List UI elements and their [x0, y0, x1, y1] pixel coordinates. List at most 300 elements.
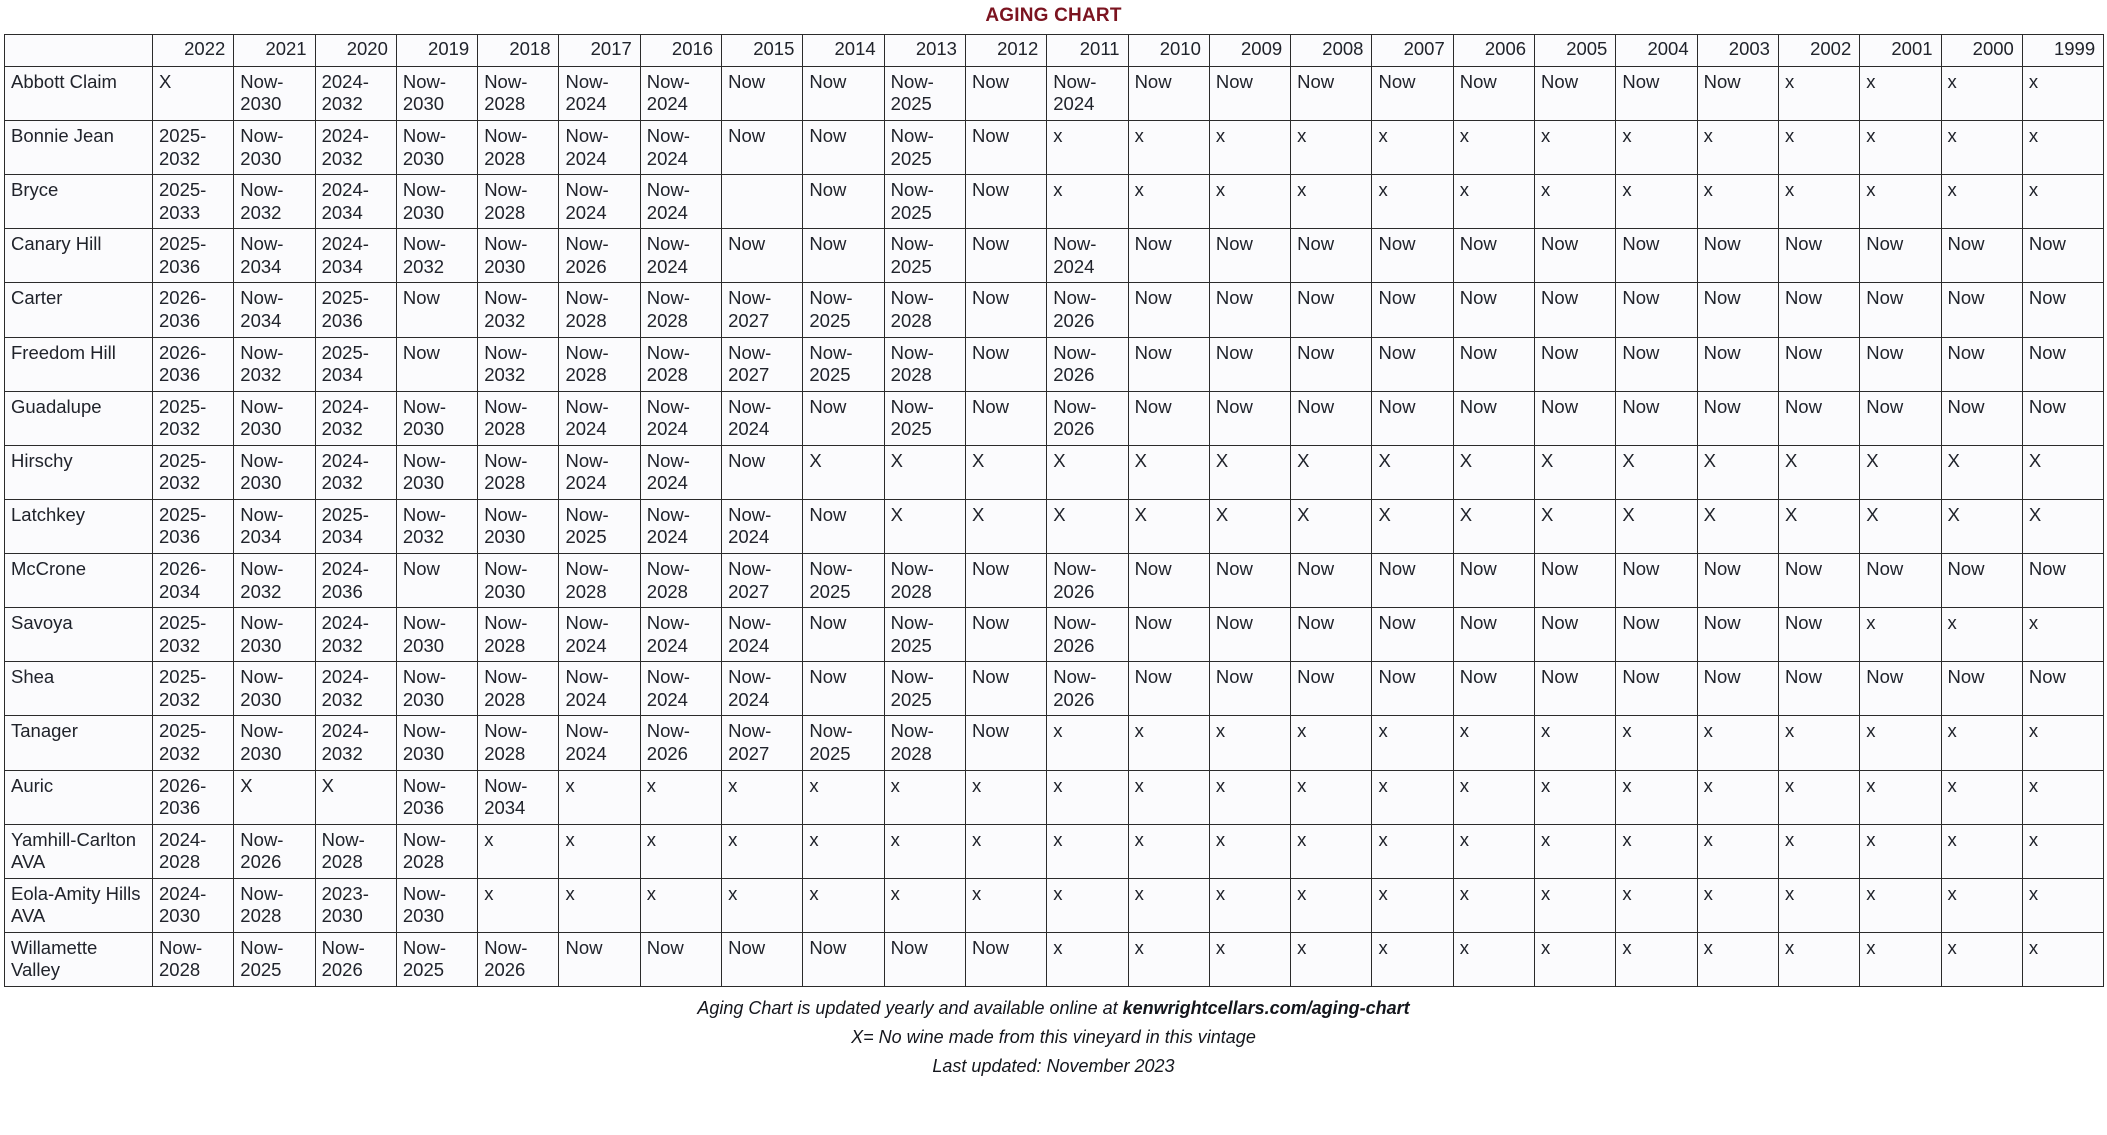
aging-cell: Now: [1535, 662, 1616, 716]
aging-cell: x: [640, 878, 721, 932]
aging-cell: x: [1778, 770, 1859, 824]
aging-cell: Now-2030: [478, 229, 559, 283]
aging-cell: Now: [1372, 554, 1453, 608]
table-header-row: [5, 34, 2104, 66]
aging-cell: Now: [1209, 337, 1290, 391]
aging-cell: x: [1778, 878, 1859, 932]
aging-cell: Now-2024: [559, 716, 640, 770]
vineyard-name-cell: Hirschy: [5, 445, 153, 499]
aging-cell: Now: [1291, 66, 1372, 120]
aging-cell: x: [1453, 770, 1534, 824]
aging-cell: x: [1535, 932, 1616, 986]
aging-cell: Now: [1128, 662, 1209, 716]
aging-cell: Now-2030: [396, 878, 477, 932]
table-row: [5, 554, 2104, 608]
aging-cell: X: [1941, 499, 2022, 553]
aging-cell: X: [1535, 445, 1616, 499]
aging-cell: x: [1047, 824, 1128, 878]
aging-cell: Now: [1372, 608, 1453, 662]
aging-cell: X: [1291, 445, 1372, 499]
aging-cell: Now-2030: [396, 662, 477, 716]
vineyard-name-cell: Auric: [5, 770, 153, 824]
year-column-header: 2006: [1453, 34, 1534, 66]
aging-cell: X: [1453, 445, 1534, 499]
aging-cell: Now-2030: [396, 716, 477, 770]
aging-cell: Now: [1128, 66, 1209, 120]
vineyard-name-cell: Yamhill-Carlton AVA: [5, 824, 153, 878]
table-row: [5, 932, 2104, 986]
aging-cell: x: [1128, 175, 1209, 229]
aging-cell: Now-2030: [396, 391, 477, 445]
aging-cell: x: [1941, 121, 2022, 175]
aging-cell: x: [2022, 121, 2103, 175]
aging-cell: x: [965, 770, 1046, 824]
aging-cell: Now: [722, 66, 803, 120]
aging-cell: Now-2024: [640, 175, 721, 229]
aging-cell: Now-2024: [722, 662, 803, 716]
aging-cell: Now-2028: [315, 824, 396, 878]
vineyard-name-cell: Savoya: [5, 608, 153, 662]
aging-cell: x: [2022, 824, 2103, 878]
aging-cell: Now-2034: [234, 283, 315, 337]
aging-cell: 2024-2032: [315, 608, 396, 662]
aging-cell: x: [1616, 932, 1697, 986]
aging-cell: x: [640, 824, 721, 878]
year-column-header: 2012: [965, 34, 1046, 66]
aging-cell: Now: [1128, 337, 1209, 391]
aging-cell: Now-2025: [884, 608, 965, 662]
table-row: [5, 391, 2104, 445]
aging-cell: Now-2024: [640, 66, 721, 120]
aging-cell: Now: [803, 662, 884, 716]
aging-cell: Now: [396, 283, 477, 337]
aging-cell: X: [1453, 499, 1534, 553]
aging-cell: X: [1778, 445, 1859, 499]
aging-cell: x: [1778, 932, 1859, 986]
aging-cell: Now: [803, 66, 884, 120]
aging-cell: Now: [1778, 554, 1859, 608]
aging-cell: Now-2025: [884, 66, 965, 120]
aging-cell: X: [1860, 499, 1941, 553]
table-row: [5, 229, 2104, 283]
aging-cell: Now: [1860, 283, 1941, 337]
aging-cell: Now: [2022, 229, 2103, 283]
aging-cell: Now-2024: [640, 391, 721, 445]
aging-cell: 2025-2032: [153, 445, 234, 499]
aging-cell: x: [1697, 824, 1778, 878]
aging-cell: Now-2030: [396, 445, 477, 499]
aging-cell: x: [803, 770, 884, 824]
aging-cell: Now: [965, 175, 1046, 229]
vineyard-name-cell: Freedom Hill: [5, 337, 153, 391]
aging-cell: Now: [1697, 608, 1778, 662]
aging-cell: Now: [884, 932, 965, 986]
vineyard-name-cell: Bonnie Jean: [5, 121, 153, 175]
aging-cell: 2025-2032: [153, 121, 234, 175]
aging-cell: X: [1372, 445, 1453, 499]
aging-cell: Now: [1697, 66, 1778, 120]
aging-cell: x: [1778, 175, 1859, 229]
vineyard-name-cell: Abbott Claim: [5, 66, 153, 120]
aging-cell: Now-2025: [884, 121, 965, 175]
aging-cell: Now: [2022, 662, 2103, 716]
aging-cell: Now-2027: [722, 554, 803, 608]
aging-cell: Now-2025: [884, 175, 965, 229]
aging-cell: Now: [1209, 66, 1290, 120]
aging-cell: Now: [1535, 229, 1616, 283]
aging-cell: x: [1778, 66, 1859, 120]
aging-cell: x: [2022, 175, 2103, 229]
aging-cell: Now: [1697, 391, 1778, 445]
aging-cell: x: [1209, 932, 1290, 986]
aging-cell: Now: [1616, 391, 1697, 445]
aging-cell: Now-2025: [884, 229, 965, 283]
aging-cell: Now: [1535, 337, 1616, 391]
aging-cell: x: [1372, 121, 1453, 175]
aging-cell: Now: [1616, 554, 1697, 608]
aging-cell: x: [1860, 175, 1941, 229]
table-row: [5, 283, 2104, 337]
aging-cell: Now: [965, 716, 1046, 770]
aging-cell: 2025-2032: [153, 662, 234, 716]
aging-cell: Now-2025: [803, 716, 884, 770]
vineyard-name-cell: Shea: [5, 662, 153, 716]
aging-cell: x: [1209, 878, 1290, 932]
aging-cell: Now: [1778, 608, 1859, 662]
aging-cell: Now-2025: [803, 283, 884, 337]
aging-cell: x: [1616, 878, 1697, 932]
aging-cell: Now: [803, 175, 884, 229]
aging-cell: Now-2030: [478, 554, 559, 608]
aging-cell: x: [1860, 608, 1941, 662]
aging-cell: x: [1291, 878, 1372, 932]
aging-cell: Now-2025: [803, 554, 884, 608]
aging-cell: x: [1047, 932, 1128, 986]
aging-cell: Now-2027: [722, 283, 803, 337]
table-row: [5, 662, 2104, 716]
aging-cell: x: [1453, 175, 1534, 229]
aging-cell: x: [1616, 175, 1697, 229]
aging-cell: Now: [1778, 662, 1859, 716]
aging-cell: Now-2026: [234, 824, 315, 878]
aging-cell: [722, 175, 803, 229]
aging-cell: Now: [1616, 283, 1697, 337]
aging-cell: x: [1616, 716, 1697, 770]
aging-cell: Now: [965, 283, 1046, 337]
aging-cell: Now-2028: [478, 662, 559, 716]
aging-cell: x: [1535, 175, 1616, 229]
aging-cell: Now-2024: [559, 391, 640, 445]
aging-cell: Now-2025: [234, 932, 315, 986]
aging-cell: Now-2024: [640, 608, 721, 662]
aging-cell: x: [1209, 824, 1290, 878]
aging-cell: Now: [1616, 662, 1697, 716]
aging-cell: Now-2028: [153, 932, 234, 986]
aging-cell: Now: [722, 229, 803, 283]
aging-cell: X: [1209, 499, 1290, 553]
aging-cell: X: [1291, 499, 1372, 553]
table-row: [5, 445, 2104, 499]
aging-cell: Now-2024: [1047, 229, 1128, 283]
aging-cell: Now-2032: [396, 229, 477, 283]
aging-cell: Now: [1697, 229, 1778, 283]
aging-cell: Now-2028: [884, 716, 965, 770]
vineyard-name-cell: Carter: [5, 283, 153, 337]
aging-cell: X: [1047, 445, 1128, 499]
aging-cell: x: [1941, 932, 2022, 986]
aging-cell: x: [1941, 770, 2022, 824]
aging-cell: Now: [965, 66, 1046, 120]
aging-cell: Now-2030: [234, 608, 315, 662]
aging-cell: Now-2024: [640, 499, 721, 553]
aging-cell: X: [1047, 499, 1128, 553]
aging-cell: Now: [1372, 66, 1453, 120]
aging-cell: Now-2028: [884, 337, 965, 391]
aging-cell: Now: [640, 932, 721, 986]
table-row: [5, 499, 2104, 553]
aging-cell: Now-2028: [884, 283, 965, 337]
aging-cell: x: [1209, 121, 1290, 175]
vineyard-name-cell: Bryce: [5, 175, 153, 229]
aging-cell: Now-2024: [559, 662, 640, 716]
aging-cell: Now-2034: [478, 770, 559, 824]
aging-cell: Now: [1453, 229, 1534, 283]
aging-cell: x: [1616, 770, 1697, 824]
aging-cell: Now: [396, 337, 477, 391]
year-column-header: 2004: [1616, 34, 1697, 66]
aging-cell: x: [1128, 878, 1209, 932]
aging-cell: Now: [803, 932, 884, 986]
aging-cell: x: [2022, 716, 2103, 770]
aging-cell: x: [884, 770, 965, 824]
aging-cell: 2024-2032: [315, 66, 396, 120]
aging-cell: X: [1616, 445, 1697, 499]
aging-cell: Now: [1778, 391, 1859, 445]
table-row: [5, 121, 2104, 175]
aging-cell: 2024-2034: [315, 229, 396, 283]
aging-cell: Now-2024: [722, 391, 803, 445]
aging-cell: Now-2032: [478, 283, 559, 337]
aging-cell: Now: [1453, 283, 1534, 337]
table-body: [5, 66, 2104, 986]
aging-cell: x: [803, 824, 884, 878]
aging-cell: Now-2026: [559, 229, 640, 283]
aging-cell: 2025-2032: [153, 391, 234, 445]
year-column-header: 2000: [1941, 34, 2022, 66]
aging-cell: X: [1941, 445, 2022, 499]
aging-cell: Now: [396, 554, 477, 608]
table-row: [5, 66, 2104, 120]
aging-cell: Now: [2022, 391, 2103, 445]
aging-cell: 2024-2032: [315, 662, 396, 716]
aging-cell: X: [1372, 499, 1453, 553]
aging-cell: Now: [1209, 554, 1290, 608]
aging-cell: x: [1697, 932, 1778, 986]
year-column-header: 2010: [1128, 34, 1209, 66]
aging-cell: X: [803, 445, 884, 499]
aging-cell: Now-2026: [1047, 337, 1128, 391]
aging-cell: X: [234, 770, 315, 824]
aging-cell: Now: [1209, 229, 1290, 283]
vineyard-name-cell: Canary Hill: [5, 229, 153, 283]
aging-cell: 2024-2034: [315, 175, 396, 229]
aging-cell: Now: [1616, 229, 1697, 283]
aging-cell: Now-2028: [234, 878, 315, 932]
aging-cell: Now: [1372, 337, 1453, 391]
aging-cell: X: [2022, 445, 2103, 499]
aging-cell: Now-2030: [234, 66, 315, 120]
aging-cell: x: [2022, 932, 2103, 986]
aging-cell: Now-2026: [478, 932, 559, 986]
aging-cell: Now-2025: [559, 499, 640, 553]
aging-cell: Now: [1372, 391, 1453, 445]
aging-cell: x: [1372, 770, 1453, 824]
aging-cell: x: [1453, 121, 1534, 175]
aging-cell: Now: [1941, 662, 2022, 716]
aging-cell: Now: [965, 121, 1046, 175]
aging-cell: x: [2022, 770, 2103, 824]
aging-cell: 2024-2036: [315, 554, 396, 608]
aging-cell: x: [1941, 175, 2022, 229]
aging-cell: 2025-2036: [153, 229, 234, 283]
aging-cell: Now: [1860, 662, 1941, 716]
aging-cell: 2026-2034: [153, 554, 234, 608]
aging-cell: Now: [1941, 391, 2022, 445]
aging-cell: Now: [1128, 283, 1209, 337]
aging-cell: x: [1697, 770, 1778, 824]
aging-cell: 2024-2032: [315, 716, 396, 770]
aging-cell: X: [1778, 499, 1859, 553]
aging-cell: Now: [1128, 608, 1209, 662]
aging-cell: Now: [1209, 662, 1290, 716]
vineyard-column-header: [5, 34, 153, 66]
table-header: [5, 34, 2104, 66]
aging-cell: x: [1209, 716, 1290, 770]
aging-cell: Now-2026: [640, 716, 721, 770]
aging-cell: Now-2024: [559, 608, 640, 662]
vineyard-name-cell: Willamette Valley: [5, 932, 153, 986]
aging-cell: x: [1535, 121, 1616, 175]
aging-cell: Now: [965, 932, 1046, 986]
aging-cell: X: [1697, 445, 1778, 499]
aging-cell: Now: [1616, 337, 1697, 391]
aging-cell: Now: [1697, 337, 1778, 391]
aging-cell: Now: [1209, 391, 1290, 445]
aging-cell: Now: [1291, 662, 1372, 716]
aging-cell: Now-2030: [396, 121, 477, 175]
year-column-header: 2007: [1372, 34, 1453, 66]
aging-cell: Now: [1128, 391, 1209, 445]
aging-cell: 2024-2032: [315, 391, 396, 445]
aging-cell: x: [1860, 66, 1941, 120]
aging-cell: x: [1941, 824, 2022, 878]
aging-cell: Now: [1616, 66, 1697, 120]
aging-cell: Now: [1453, 66, 1534, 120]
aging-cell: Now: [1778, 283, 1859, 337]
aging-cell: Now: [1453, 337, 1534, 391]
aging-cell: x: [1860, 932, 1941, 986]
aging-cell: x: [1535, 824, 1616, 878]
aging-cell: Now: [2022, 283, 2103, 337]
aging-cell: Now: [1941, 337, 2022, 391]
aging-cell: x: [722, 824, 803, 878]
year-column-header: 2015: [722, 34, 803, 66]
aging-cell: Now-2028: [640, 554, 721, 608]
aging-cell: Now: [1860, 337, 1941, 391]
aging-cell: x: [1535, 716, 1616, 770]
aging-cell: Now: [1535, 608, 1616, 662]
aging-cell: X: [1128, 499, 1209, 553]
aging-cell: Now-2030: [234, 662, 315, 716]
year-column-header: 2011: [1047, 34, 1128, 66]
aging-cell: 2024-2028: [153, 824, 234, 878]
aging-chart-url[interactable]: kenwrightcellars.com/aging-chart: [1122, 998, 1410, 1019]
aging-cell: x: [478, 824, 559, 878]
aging-cell: Now-2030: [396, 175, 477, 229]
aging-cell: Now: [965, 229, 1046, 283]
footer-notes: [0, 994, 2107, 1081]
aging-cell: x: [1372, 932, 1453, 986]
aging-cell: x: [1535, 770, 1616, 824]
aging-cell: Now: [1697, 662, 1778, 716]
aging-cell: X: [965, 445, 1046, 499]
aging-cell: Now: [965, 608, 1046, 662]
aging-cell: Now-2024: [640, 662, 721, 716]
aging-cell: Now: [1453, 662, 1534, 716]
aging-cell: Now: [1535, 554, 1616, 608]
year-column-header: 2016: [640, 34, 721, 66]
aging-cell: X: [1535, 499, 1616, 553]
aging-cell: x: [1291, 824, 1372, 878]
aging-cell: 2024-2032: [315, 121, 396, 175]
aging-cell: x: [803, 878, 884, 932]
aging-cell: Now: [722, 445, 803, 499]
footer-line-updated: Last updated: November 2023: [932, 1056, 1175, 1077]
aging-cell: 2024-2032: [315, 445, 396, 499]
vineyard-name-cell: McCrone: [5, 554, 153, 608]
aging-cell: 2025-2036: [153, 499, 234, 553]
aging-cell: X: [1860, 445, 1941, 499]
aging-cell: Now: [1291, 337, 1372, 391]
aging-cell: Now: [1291, 229, 1372, 283]
aging-cell: Now: [1697, 554, 1778, 608]
aging-cell: x: [1047, 770, 1128, 824]
aging-cell: x: [1372, 878, 1453, 932]
aging-cell: Now-2030: [234, 121, 315, 175]
aging-cell: x: [1697, 121, 1778, 175]
aging-cell: x: [1697, 878, 1778, 932]
aging-cell: Now-2032: [478, 337, 559, 391]
aging-cell: Now-2025: [884, 662, 965, 716]
footer-availability-text: Aging Chart is updated yearly and available online at: [697, 998, 1123, 1019]
aging-chart-table: [4, 34, 2104, 987]
aging-cell: x: [1860, 121, 1941, 175]
aging-cell: Now-2026: [1047, 554, 1128, 608]
aging-cell: Now-2024: [640, 121, 721, 175]
aging-cell: Now-2028: [478, 445, 559, 499]
aging-cell: x: [1616, 121, 1697, 175]
aging-cell: Now-2024: [559, 175, 640, 229]
aging-cell: Now-2034: [234, 229, 315, 283]
aging-cell: x: [1047, 878, 1128, 932]
page-title: AGING CHART: [985, 5, 1122, 26]
aging-cell: Now-2026: [1047, 283, 1128, 337]
aging-cell: Now: [803, 391, 884, 445]
vineyard-name-cell: Latchkey: [5, 499, 153, 553]
aging-cell: x: [1778, 716, 1859, 770]
aging-cell: X: [884, 445, 965, 499]
aging-cell: x: [1453, 932, 1534, 986]
